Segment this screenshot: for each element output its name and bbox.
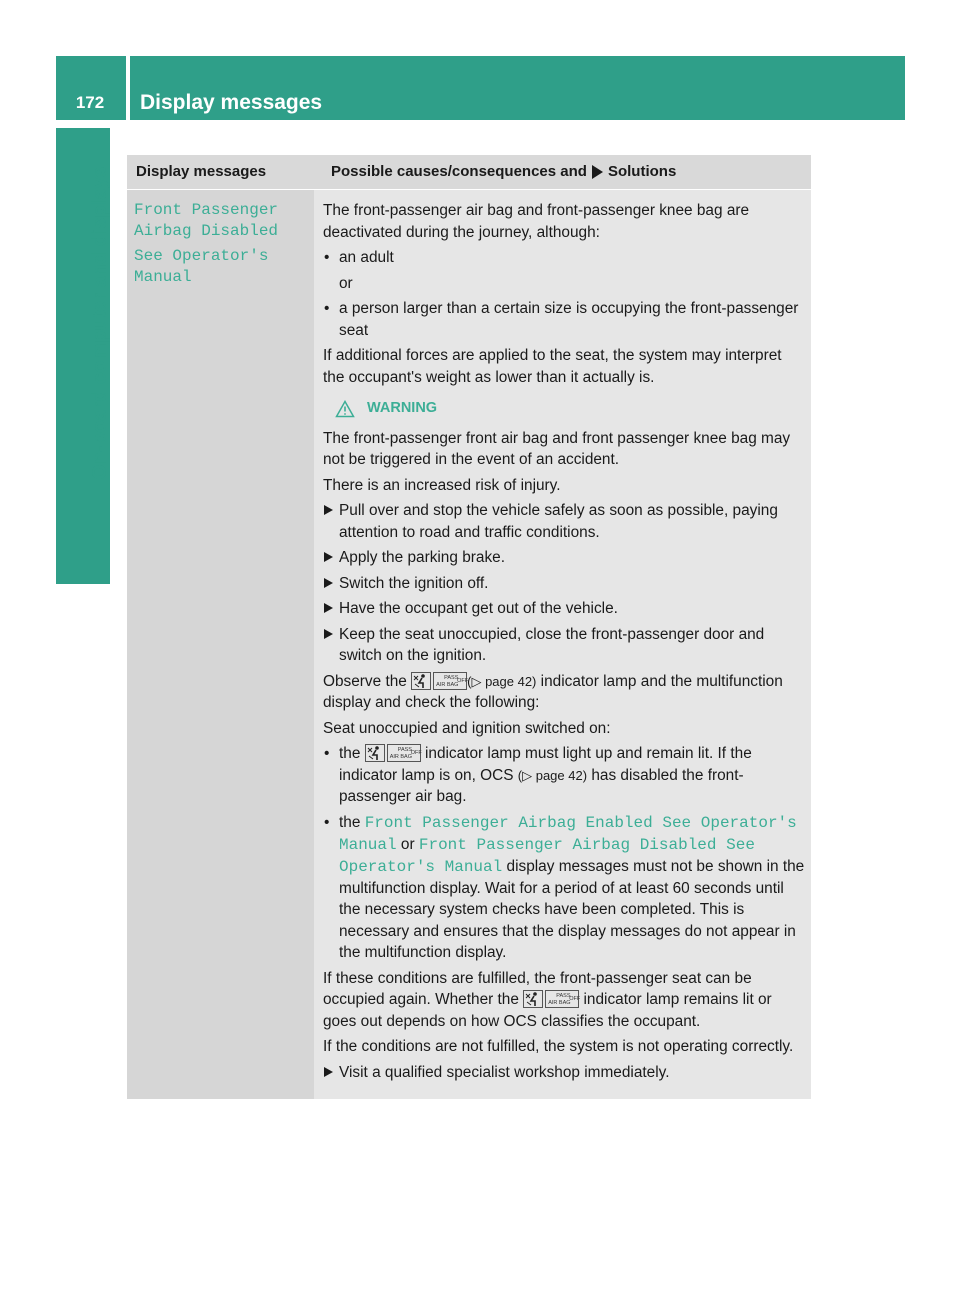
intro-text: The front-passenger air bag and front-passenger knee bag are deactivated during the journey, although: [323, 202, 750, 241]
table-row [127, 190, 811, 1099]
bullet-item [323, 812, 805, 964]
paragraph-pre: If these conditions are fulfilled, the front-passenger seat can be occupied again. Whether the [323, 969, 752, 1008]
seat-occupant-icon [411, 672, 431, 690]
action-item: Switch the ignition off. [323, 573, 805, 595]
action-item: Visit a qualified specialist workshop immediately. [323, 1062, 805, 1084]
chapter-label: On-board computer and displays [89, 166, 111, 480]
observe-paragraph [323, 671, 805, 714]
seat-occupant-icon [523, 990, 543, 1008]
display-message: Front Passenger Airbag Disabled See Operator's Manual [339, 835, 755, 876]
arrow-icon [592, 165, 603, 179]
col-header-solutions [321, 155, 676, 189]
airbag-off-icon: PASS AIR BAG OFF [433, 672, 467, 690]
warning-text: There is an increased risk of injury. [323, 476, 561, 494]
bullet-item [323, 743, 805, 808]
page-number: 172 [75, 93, 105, 112]
bullet-end: has disabled the front-passenger air bag. [339, 766, 744, 805]
display-message: Front Passenger Airbag Enabled See Operator's Manual [339, 813, 797, 854]
action-item: Pull over and stop the vehicle safely as soon as possible, paying attention to road and traffic conditions. [323, 500, 805, 543]
warning-text: The front-passenger front air bag and front passenger knee bag may not be triggered in the event of an accident. [323, 429, 791, 468]
bullet-pre: the [339, 813, 361, 831]
paragraph-post: indicator lamp remains lit or goes out depends on how OCS classifies the occupant. [323, 991, 772, 1030]
bullet-text: indicator lamp must light up and remain lit. If the indicator lamp is on, OCS [339, 745, 752, 784]
table-header [127, 155, 811, 190]
action-item: Keep the seat unoccupied, close the front-passenger door and switch on the ignition. [323, 624, 805, 667]
col-header-solutions-pre: Possible causes/consequences and [331, 163, 587, 180]
col-header-messages: Display messages [136, 163, 267, 180]
col-header-solutions-post: Solutions [607, 163, 677, 180]
bullet-pre: the [339, 745, 361, 762]
page-reference[interactable]: (▷ page 42) [467, 673, 537, 689]
section-header [130, 56, 905, 120]
message-line: Front Passenger [134, 201, 279, 219]
or-text: or [400, 835, 415, 853]
bullet-text: display messages must not be shown in the multifunction display. Wait for a period of at least 60 seconds until the necessary system checks have been completed. This is necessary and ensures that the display messages do not appear in the multifunction display. [339, 857, 805, 961]
condition-text: Seat unoccupied and ignition switched on: [323, 719, 611, 737]
observe-pre: Observe the [323, 672, 407, 690]
warning-heading [335, 398, 805, 420]
bullet-item: • a person larger than a certain size is occupying the front-passenger seat [323, 298, 805, 341]
bullet-item: • an adult [323, 247, 805, 269]
display-messages-table [127, 155, 811, 1099]
message-line: See Operator's [134, 247, 269, 265]
paragraph: If additional forces are applied to the seat, the system may interpret the occupant's weight as lower than it actually is. [323, 347, 782, 386]
message-line: Manual [134, 268, 192, 286]
seat-occupant-icon [365, 744, 385, 762]
airbag-off-icon: PASS AIR BAG OFF [545, 990, 579, 1008]
paragraph: If the conditions are not fulfilled, the system is not operating correctly. [323, 1038, 794, 1055]
solution-cell [314, 190, 811, 1099]
airbag-off-icon: PASS AIR BAG OFF [387, 744, 421, 762]
warning-label: WARNING [367, 400, 438, 416]
section-title: Display messages [140, 91, 323, 114]
action-item: Have the occupant get out of the vehicle. [323, 598, 805, 620]
message-line: Airbag Disabled [134, 222, 279, 240]
or-text: or [339, 274, 353, 292]
observe-post: indicator lamp and the multifunction display and check the following: [323, 672, 783, 711]
paragraph [323, 968, 805, 1033]
warning-icon [335, 400, 355, 418]
page-reference[interactable]: (▷ page 42) [517, 767, 588, 783]
action-item: Apply the parking brake. [323, 547, 805, 569]
message-cell [127, 190, 314, 1099]
